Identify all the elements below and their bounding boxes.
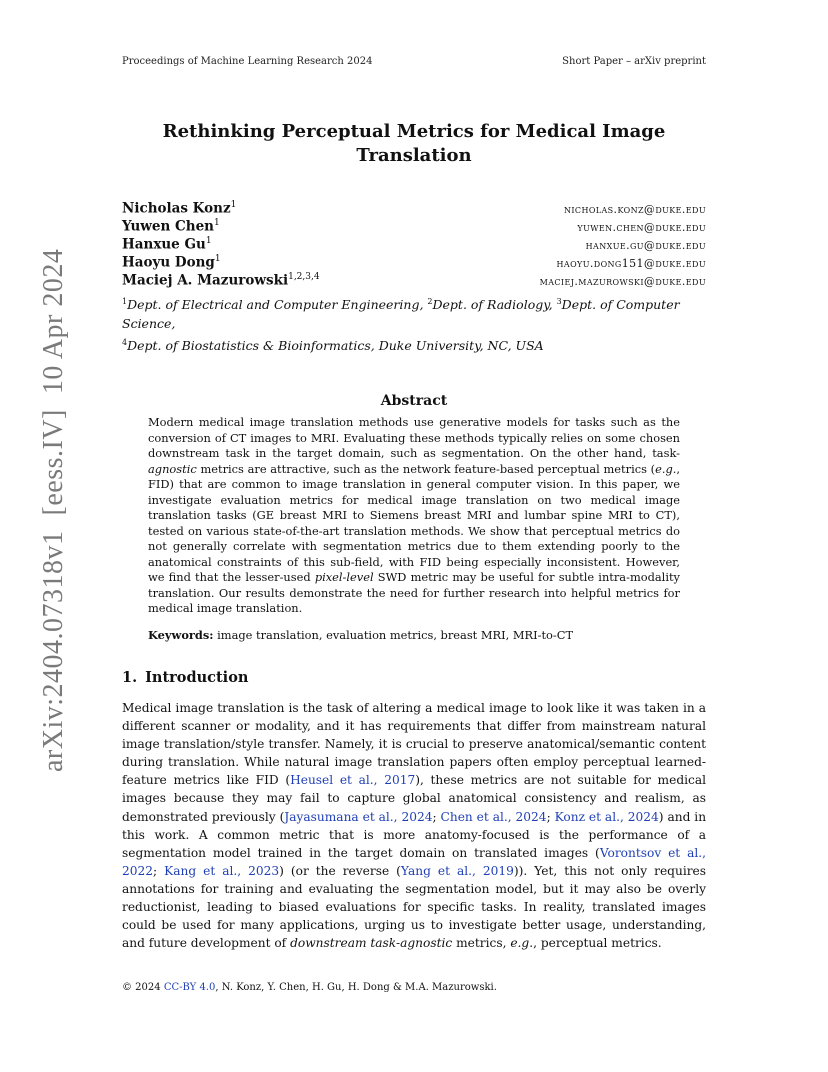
author-email[interactable]: hanxue.gu@duke.edu bbox=[585, 238, 706, 252]
abstract-heading: Abstract bbox=[380, 393, 448, 409]
license-link[interactable]: CC-BY 4.0 bbox=[163, 982, 216, 993]
abstract-text: Modern medical image translation methods use generative models for tasks such as the conversion of CT images to MRI. Evaluating these methods typically relies on some chosen downstream task in the target domain, such as segmentation. On the other hand, task-agnostic metrics are attractive, such as the network feature-based perceptual metrics (e.g., FID) that are common to image translation in general computer vision. In this paper, we investigate evaluation metrics for medical image translation on two medical image translation tasks (GE breast MRI to Siemens breast MRI and lumbar spine MRI to CT), tested on various state-of-the-art translation methods. We show that perceptual metrics do not generally correlate with segmentation metrics due to them extending poorly to the anatomical constraints of this sub-field, with FID being especially inconsistent. However, we find that the lesser-used pixel-level SWD metric may be useful for subtle intra-modality translation. Our results demonstrate the need for further research into helpful metrics for medical image translation. bbox=[148, 415, 680, 615]
citation-link[interactable]: Chen et al., 2024 bbox=[440, 809, 547, 824]
citation-link[interactable]: Yang et al., 2019 bbox=[400, 863, 514, 878]
author-name: Nicholas Konz$^1$ bbox=[122, 200, 237, 217]
author-row bbox=[122, 200, 706, 218]
author-block bbox=[122, 200, 706, 355]
affiliations: $^1$Dept. of Electrical and Computer Engineering, $^2$Dept. of Radiology, $^3$Dept. of Computer Science, $^4$Dept. of Biostatistics & Bioinformatics, Duke University, NC, USA bbox=[122, 297, 680, 354]
running-head-left: Proceedings of Machine Learning Research 2024 bbox=[122, 56, 373, 67]
author-row bbox=[122, 236, 706, 254]
citation-link[interactable]: Jayasumana et al., 2024 bbox=[284, 809, 433, 824]
author-name: Yuwen Chen$^1$ bbox=[122, 218, 220, 235]
citation-link[interactable]: Kang et al., 2023 bbox=[164, 863, 280, 878]
section-heading-introduction: 1. Introduction bbox=[122, 669, 249, 686]
author-email[interactable]: nicholas.konz@duke.edu bbox=[563, 202, 706, 216]
paper-title: Rethinking Perceptual Metrics for Medical Image Translation bbox=[162, 121, 666, 166]
copyright-footer: © 2024 CC-BY 4.0, N. Konz, Y. Chen, H. Gu, H. Dong & M.A. Mazurowski. bbox=[122, 982, 497, 993]
keywords-text: image translation, evaluation metrics, breast MRI, MRI-to-CT bbox=[217, 628, 574, 642]
running-head-right: Short Paper – arXiv preprint bbox=[562, 56, 706, 67]
author-email[interactable]: yuwen.chen@duke.edu bbox=[577, 220, 706, 234]
author-email[interactable]: haoyu.dong151@duke.edu bbox=[556, 256, 706, 270]
author-name: Hanxue Gu$^1$ bbox=[122, 236, 212, 253]
author-email[interactable]: maciej.mazurowski@duke.edu bbox=[539, 274, 706, 288]
author-row bbox=[122, 254, 706, 272]
author-row bbox=[122, 218, 706, 236]
author-name: Maciej A. Mazurowski$^{1,2,3,4}$ bbox=[122, 272, 320, 289]
citation-link[interactable]: Vorontsov et al., 2022 bbox=[122, 845, 707, 878]
citation-link[interactable]: Konz et al., 2024 bbox=[554, 809, 659, 824]
citation-link[interactable]: Heusel et al., 2017 bbox=[290, 773, 416, 788]
keywords-label: Keywords: bbox=[148, 628, 214, 642]
introduction-paragraph: Medical image translation is the task of altering a medical image to look like it was taken in a different scanner or modality, and it has requirements that differ from mainstream natural image translation/style transfer. Namely, it is crucial to preserve anatomical/semantic content during translation. While natural image translation papers often employ perceptual learned-feature metrics like FID (Heusel et al., 2017), these metrics are not suitable for medical images because they may fail to capture global anatomical consistency and realism, as demonstrated previously (Jayasumana et al., 2024; Chen et al., 2024; Konz et al., 2024) and in this work. A common metric that is more anatomy-focused is the performance of a segmentation model trained in the target domain on translated images (Vorontsov et al., 2022; Kang et al., 2023) (or the reverse (Yang et al., 2019)). Yet, this not only requires annotations for training and evaluating the segmentation model, but it may also be overly reductionist, leading to biased evaluations for specific tasks. In reality, translated images could be used for many applications, urging us to investigate better usage, understanding, and future development of downstream task-agnostic metrics, e.g., perceptual metrics. bbox=[122, 701, 707, 951]
author-row bbox=[122, 272, 706, 290]
keywords bbox=[148, 628, 680, 642]
arxiv-identifier-stamp[interactable]: arXiv:2404.07318v1 [eess.IV] 10 Apr 2024 bbox=[38, 248, 69, 772]
author-name: Haoyu Dong$^1$ bbox=[122, 254, 221, 271]
